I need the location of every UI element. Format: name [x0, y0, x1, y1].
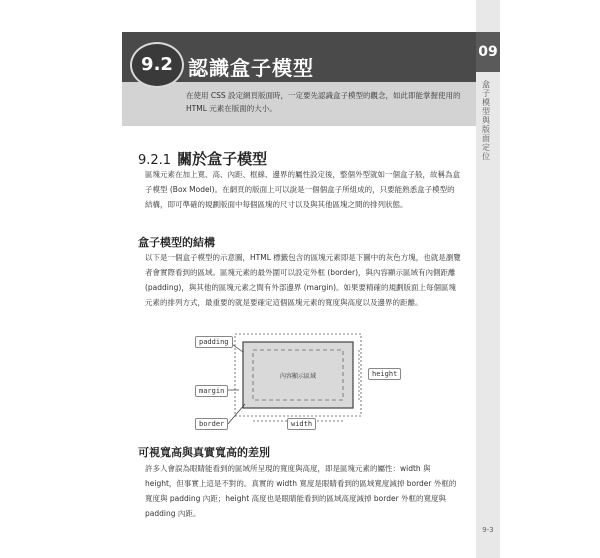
- page-number: 9-3: [482, 526, 494, 534]
- paragraph-visible-vs-real: 許多人會誤為眼睛能看到的區域所呈現的寬度與高度，即是區塊元素的屬性：width 與 height，但事實上這是不對的。真實的 width 寬度是眼睛看到的區域寬度減掉 border 外框的寬度與 padding 內距；height 高度也是眼睛能看到的區域高度減掉 border 外框的寬度與 padding 內距。: [145, 464, 457, 518]
- side-tab-chapter-label: 盒子模型與版面定位: [482, 80, 490, 161]
- margin-label: margin: [195, 385, 228, 397]
- chapter-number-badge: 9.2: [130, 42, 184, 88]
- padding-label: padding: [195, 336, 233, 348]
- section-heading: [138, 148, 267, 169]
- section-number: 9.2.1: [138, 153, 172, 168]
- chapter-title: 認識盒子模型: [188, 56, 314, 80]
- border-pointer: [227, 404, 245, 425]
- section-title: 關於盒子模型: [177, 150, 268, 168]
- subheading-structure: 盒子模型的結構: [138, 236, 215, 249]
- border-label: border: [195, 418, 228, 430]
- content-area-label: 內容顯示區域: [279, 373, 317, 380]
- paragraph-structure: 以下是一個盒子模型的示意圖，HTML 標籤包含的區塊元素即是下圖中的灰色方塊，也就是瀏覽者會實際看到的區域。區塊元素的最外圍可以設定外框 (border)，與內容顯示區域有內側距離 (padding)，與其他的區塊元素之間有外部邊界 (margin)。如果要精確的規劃版面上每個區塊元素的排列方式，最重要的就是要確定這個區塊元素的寬度與高度以及邊界的距離。: [145, 253, 461, 307]
- paragraph-box-model-intro: 區塊元素在加上寬、高、內距、框線、邊界的屬性設定後，整個外型就如一個盒子般，故稱為盒子模型 (Box Model)。在網頁的版面上可以說是一個個盒子所組成的，只要能熟悉盒子模型的結構，即可準確的規劃版面中每個區塊的尺寸以及與其他區塊之間的排列狀態。: [145, 170, 460, 209]
- side-tab-chapter-number: 09: [478, 44, 498, 60]
- box-model-diagram: [195, 332, 405, 434]
- subheading-visible-vs-real: 可視寬高與真實寬高的差別: [138, 446, 270, 459]
- width-label: width: [287, 418, 316, 430]
- height-label: height: [368, 368, 401, 380]
- chapter-intro: 在使用 CSS 設定網頁版面時，一定要先認識盒子模型的觀念，如此即能掌握使用的 HTML 元素在版面的大小。: [186, 91, 461, 113]
